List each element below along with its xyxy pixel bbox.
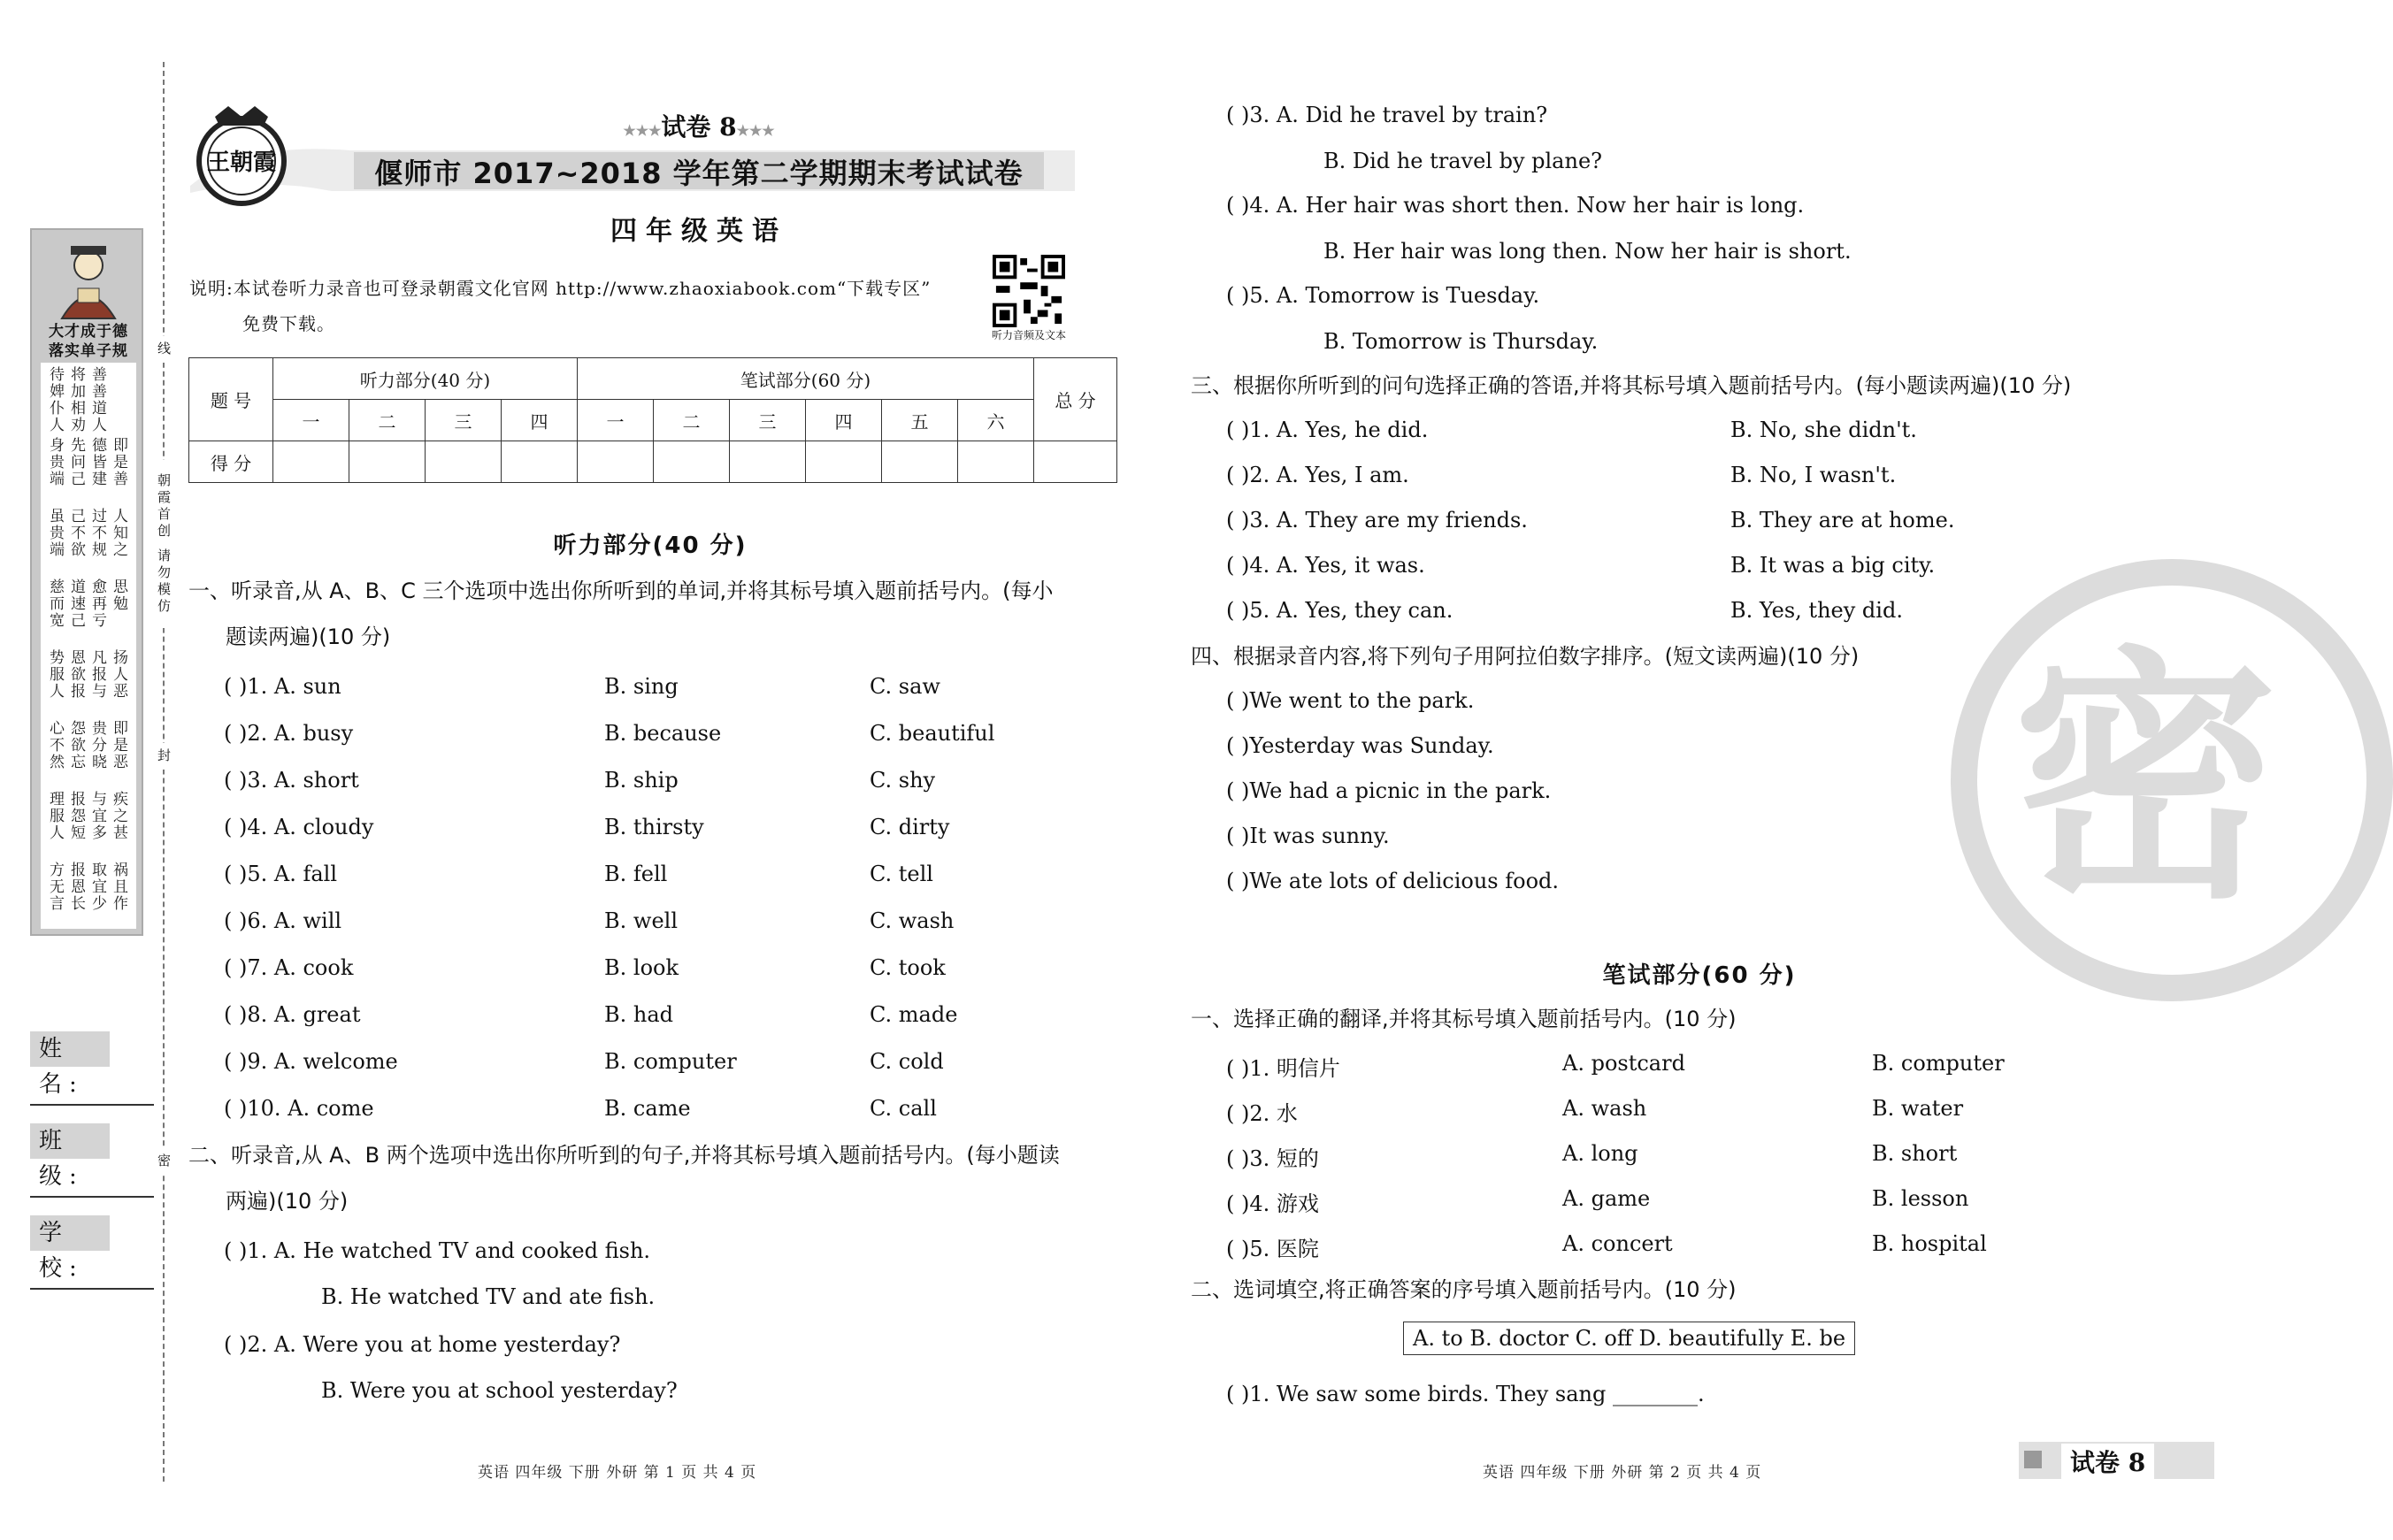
school-label: 学 校: <box>30 1215 110 1251</box>
p3-item-5-a: ( )5. A. Yes, they can. <box>1226 598 1453 623</box>
p1-item-7-a: ( )7. A. cook <box>224 955 354 980</box>
p3-item-1-b: B. No, she didn't. <box>1730 418 1917 442</box>
score-cell[interactable] <box>273 441 349 483</box>
cut-line <box>163 62 165 1482</box>
poem-column: 取宜少 <box>88 862 106 912</box>
writing-part1-instr: 一、选择正确的翻译,并将其标号填入题前括号内。(10 分) <box>1191 1007 1737 1031</box>
poem-column: 疾之甚 <box>110 791 127 841</box>
p2-item-1-a: ( )1. A. He watched TV and cooked fish. <box>224 1238 651 1263</box>
motto-line-2: 落实单子规 <box>49 342 128 360</box>
p1-item-10-b: B. came <box>604 1096 691 1121</box>
poem-column: 德皆建 <box>88 437 106 487</box>
writing-col-6: 六 <box>958 400 1034 441</box>
p2-item-5-a: ( )5. A. Tomorrow is Tuesday. <box>1226 283 1540 308</box>
writing-part2-instr: 二、选词填空,将正确答案的序号填入题前括号内。(10 分) <box>1191 1277 1737 1302</box>
writing-col-3: 三 <box>730 400 806 441</box>
qr-caption: 听力音频及文本 <box>991 329 1066 341</box>
instructions-note <box>189 271 968 341</box>
p3-item-4-b: B. It was a big city. <box>1730 553 1936 578</box>
p3-item-2-a: ( )2. A. Yes, I am. <box>1226 463 1409 487</box>
poem-column: 方无言 <box>46 862 64 912</box>
listening-part1-instr <box>188 568 1117 660</box>
score-cell[interactable] <box>958 441 1034 483</box>
poem-column: 理服人 <box>46 791 64 841</box>
p3-item-2-b: B. No, I wasn't. <box>1730 463 1897 487</box>
p1-item-5-a: ( )5. A. fall <box>224 862 338 886</box>
p1-item-1-b: B. sing <box>604 674 679 699</box>
qr-code-icon[interactable] <box>993 255 1065 327</box>
listening-part4-instr: 四、根据录音内容,将下列句子用阿拉伯数字排序。(短文读两遍)(10 分) <box>1191 644 1860 669</box>
exam-subtitle: 四年级英语 <box>610 216 787 247</box>
p3-item-3-a: ( )3. A. They are my friends. <box>1226 508 1528 532</box>
score-cell[interactable] <box>578 441 654 483</box>
poem-column: 报恩长 <box>67 862 85 912</box>
listening-col-3: 三 <box>426 400 502 441</box>
p4-item-4: ( )It was sunny. <box>1226 824 1390 848</box>
publisher-logo <box>193 99 290 212</box>
p2-item-4-a: ( )4. A. Her hair was short then. Now her hair is long. <box>1226 193 1805 218</box>
w1-item-3-q: ( )3. 短的 <box>1226 1146 1319 1171</box>
p1-item-7-c: C. took <box>870 955 946 980</box>
w1-item-4-q: ( )4. 游戏 <box>1226 1191 1319 1216</box>
poem-column: 报怨短 <box>67 791 85 841</box>
part1-instr-line2: 题读两遍)(10 分) <box>226 624 391 649</box>
listening-score-header: 听力部分(40 分) <box>273 358 578 400</box>
w1-item-2-q: ( )2. 水 <box>1226 1101 1298 1126</box>
score-cell[interactable] <box>426 441 502 483</box>
score-cell[interactable] <box>349 441 426 483</box>
school-line[interactable] <box>30 1288 154 1290</box>
name-label: 姓 名: <box>30 1031 110 1067</box>
w1-item-5-b: B. hospital <box>1872 1231 1987 1256</box>
poem-column: 即是恶 <box>110 720 127 770</box>
w1-item-5-a: A. concert <box>1562 1231 1673 1256</box>
p1-item-8-a: ( )8. A. great <box>224 1002 361 1027</box>
side-tag-secret: 密 <box>150 1148 173 1175</box>
listening-part2-instr <box>188 1132 1117 1224</box>
writing-col-1: 一 <box>578 400 654 441</box>
motto-line-1: 大才成于德 <box>49 323 128 341</box>
p1-item-3-c: C. shy <box>870 768 936 793</box>
poem-column: 扬人恶 <box>110 649 127 700</box>
p4-item-1: ( )We went to the park. <box>1226 688 1475 713</box>
score-row2-label: 得 分 <box>189 441 273 483</box>
w1-item-2-a: A. wash <box>1562 1096 1647 1121</box>
listening-part3-instr: 三、根据你所听到的问句选择正确的答语,并将其标号填入题前括号内。(每小题读两遍)(10 分) <box>1191 373 2072 398</box>
poem-column: 先问己 <box>67 437 85 487</box>
p1-item-5-c: C. tell <box>870 862 933 886</box>
score-cell[interactable] <box>882 441 958 483</box>
listening-col-4: 四 <box>502 400 578 441</box>
p1-item-10-c: C. call <box>870 1096 937 1121</box>
p1-item-6-b: B. well <box>604 908 678 933</box>
p1-item-4-c: C. dirty <box>870 815 950 839</box>
poem-column: 势服人 <box>46 649 64 700</box>
p1-item-6-a: ( )6. A. will <box>224 908 342 933</box>
svg-text:王朝霞: 王朝霞 <box>206 149 277 176</box>
writing-score-header: 笔试部分(60 分) <box>578 358 1034 400</box>
score-table <box>188 357 1117 483</box>
poem-column: 将加相劝 <box>67 366 85 433</box>
p2-item-2-a: ( )2. A. Were you at home yesterday? <box>224 1332 621 1357</box>
side-tag-seal: 封 <box>150 743 173 770</box>
p2-item-4-b: B. Her hair was long then. Now her hair is short. <box>1323 239 1852 264</box>
poem-column: 愈再亏 <box>88 578 106 629</box>
poem-column: 己不欲 <box>67 508 85 558</box>
listening-col-1: 一 <box>273 400 349 441</box>
p1-item-8-b: B. had <box>604 1002 674 1027</box>
p1-item-1-c: C. saw <box>870 674 940 699</box>
p2-item-5-b: B. Tomorrow is Thursday. <box>1323 329 1599 354</box>
p1-item-9-a: ( )9. A. welcome <box>224 1049 398 1074</box>
poem-column: 虽贵端 <box>46 508 64 558</box>
w1-item-2-b: B. water <box>1872 1096 1964 1121</box>
p1-item-9-c: C. cold <box>870 1049 944 1074</box>
p1-item-4-a: ( )4. A. cloudy <box>224 815 374 839</box>
footer-right: 英语 四年级 下册 外研 第 2 页 共 4 页 <box>1483 1464 1762 1482</box>
class-line[interactable] <box>30 1196 154 1198</box>
p1-item-3-a: ( )3. A. short <box>224 768 359 793</box>
word-bank: A. to B. doctor C. off D. beautifully E. be <box>1403 1322 1855 1355</box>
p3-item-5-b: B. Yes, they did. <box>1730 598 1903 623</box>
p4-item-2: ( )Yesterday was Sunday. <box>1226 733 1494 758</box>
w1-item-1-b: B. computer <box>1872 1051 2005 1076</box>
note-line-2: 免费下载。 <box>242 313 335 334</box>
listening-heading: 听力部分(40 分) <box>553 532 748 559</box>
poem-column: 凡报与 <box>88 649 106 700</box>
p2-item-2-b: B. Were you at school yesterday? <box>321 1378 678 1403</box>
footer-badge <box>2019 1442 2214 1479</box>
writing-heading: 笔试部分(60 分) <box>1602 962 1797 989</box>
side-tag-line: 线 <box>150 336 173 363</box>
name-line[interactable] <box>30 1104 154 1106</box>
watermark-char: 密 <box>2013 625 2278 934</box>
part2-instr-line2: 两遍)(10 分) <box>226 1189 349 1214</box>
score-cell[interactable] <box>730 441 806 483</box>
p1-item-3-b: B. ship <box>604 768 679 793</box>
footer-badge-text: 试卷 8 <box>2061 1444 2154 1479</box>
poem-column: 慈而宽 <box>46 578 64 629</box>
w1-item-3-b: B. short <box>1872 1141 1958 1166</box>
poem-column: 过不规 <box>88 508 106 558</box>
p1-item-10-a: ( )10. A. come <box>224 1096 374 1121</box>
p2-item-3-a: ( )3. A. Did he travel by train? <box>1226 103 1548 127</box>
confidential-watermark <box>1951 559 2393 1001</box>
total-score-cell[interactable] <box>1034 441 1117 483</box>
p1-item-1-a: ( )1. A. sun <box>224 674 341 699</box>
class-label: 班 级: <box>30 1123 110 1159</box>
score-cell[interactable] <box>806 441 882 483</box>
score-row1-label: 题 号 <box>189 358 273 441</box>
part2-instr-line1: 二、听录音,从 A、B 两个选项中选出你所听到的句子,并将其标号填入题前括号内。(每小题读 <box>188 1143 1060 1168</box>
w1-item-4-b: B. lesson <box>1872 1186 1969 1211</box>
p4-item-3: ( )We had a picnic in the park. <box>1226 778 1552 803</box>
scholar-figure-icon <box>44 239 133 320</box>
exam-title: 偃师市 2017~2018 学年第二学期期末考试试卷 <box>374 157 1024 190</box>
paper-number: ★★★试卷 8★★★ <box>623 112 775 142</box>
score-cell[interactable] <box>654 441 730 483</box>
w1-item-1-q: ( )1. 明信片 <box>1226 1056 1340 1081</box>
p3-item-1-a: ( )1. A. Yes, he did. <box>1226 418 1429 442</box>
footer-left: 英语 四年级 下册 外研 第 1 页 共 4 页 <box>478 1464 757 1482</box>
poem-column: 与宜多 <box>88 791 106 841</box>
w1-item-3-a: A. long <box>1562 1141 1638 1166</box>
writing-col-5: 五 <box>882 400 958 441</box>
poem-column: 贵分晓 <box>88 720 106 770</box>
p1-item-9-b: B. computer <box>604 1049 737 1074</box>
poem-column: 善善道人 <box>88 366 106 433</box>
p1-item-8-c: C. made <box>870 1002 958 1027</box>
listening-col-2: 二 <box>349 400 426 441</box>
total-score-header: 总 分 <box>1034 358 1117 441</box>
poem-column: 人知之 <box>110 508 127 558</box>
poem-column: 待婢仆人 <box>46 366 64 433</box>
poem-column: 身贵端 <box>46 437 64 487</box>
w1-item-4-a: A. game <box>1562 1186 1651 1211</box>
p1-item-5-b: B. fell <box>604 862 668 886</box>
p3-item-3-b: B. They are at home. <box>1730 508 1955 532</box>
score-cell[interactable] <box>502 441 578 483</box>
p1-item-6-c: C. wash <box>870 908 955 933</box>
p1-item-2-b: B. because <box>604 721 722 746</box>
p1-item-7-b: B. look <box>604 955 679 980</box>
poem-column: 祸且作 <box>110 862 127 912</box>
p1-item-2-a: ( )2. A. busy <box>224 721 354 746</box>
poem-column: 怨欲忘 <box>67 720 85 770</box>
p2-item-1-b: B. He watched TV and ate fish. <box>321 1284 656 1309</box>
p1-item-4-b: B. thirsty <box>604 815 704 839</box>
writing-part2-item-1: ( )1. We saw some birds. They sang ________. <box>1226 1382 1705 1406</box>
note-line-1: 说明:本试卷听力录音也可登录朝霞文化官网 http://www.zhaoxiabook.com“下载专区” <box>189 278 932 299</box>
w1-item-1-a: A. postcard <box>1562 1051 1685 1076</box>
poem-column: 心不然 <box>46 720 64 770</box>
writing-col-4: 四 <box>806 400 882 441</box>
poem-column: 思勉 <box>110 578 127 612</box>
p2-item-3-b: B. Did he travel by plane? <box>1323 149 1603 173</box>
part1-instr-line1: 一、听录音,从 A、B、C 三个选项中选出你所听到的单词,并将其标号填入题前括号内。(每小 <box>188 578 1054 603</box>
p1-item-2-c: C. beautiful <box>870 721 995 746</box>
side-tag-original: 朝霞首创 请勿模仿 <box>150 460 173 628</box>
w1-item-5-q: ( )5. 医院 <box>1226 1237 1319 1261</box>
p3-item-4-a: ( )4. A. Yes, it was. <box>1226 553 1425 578</box>
poem-column: 即是善 <box>110 437 127 487</box>
poem-column: 道速己 <box>67 578 85 629</box>
p4-item-5: ( )We ate lots of delicious food. <box>1226 869 1560 893</box>
poem-column: 恩欲报 <box>67 649 85 700</box>
writing-col-2: 二 <box>654 400 730 441</box>
